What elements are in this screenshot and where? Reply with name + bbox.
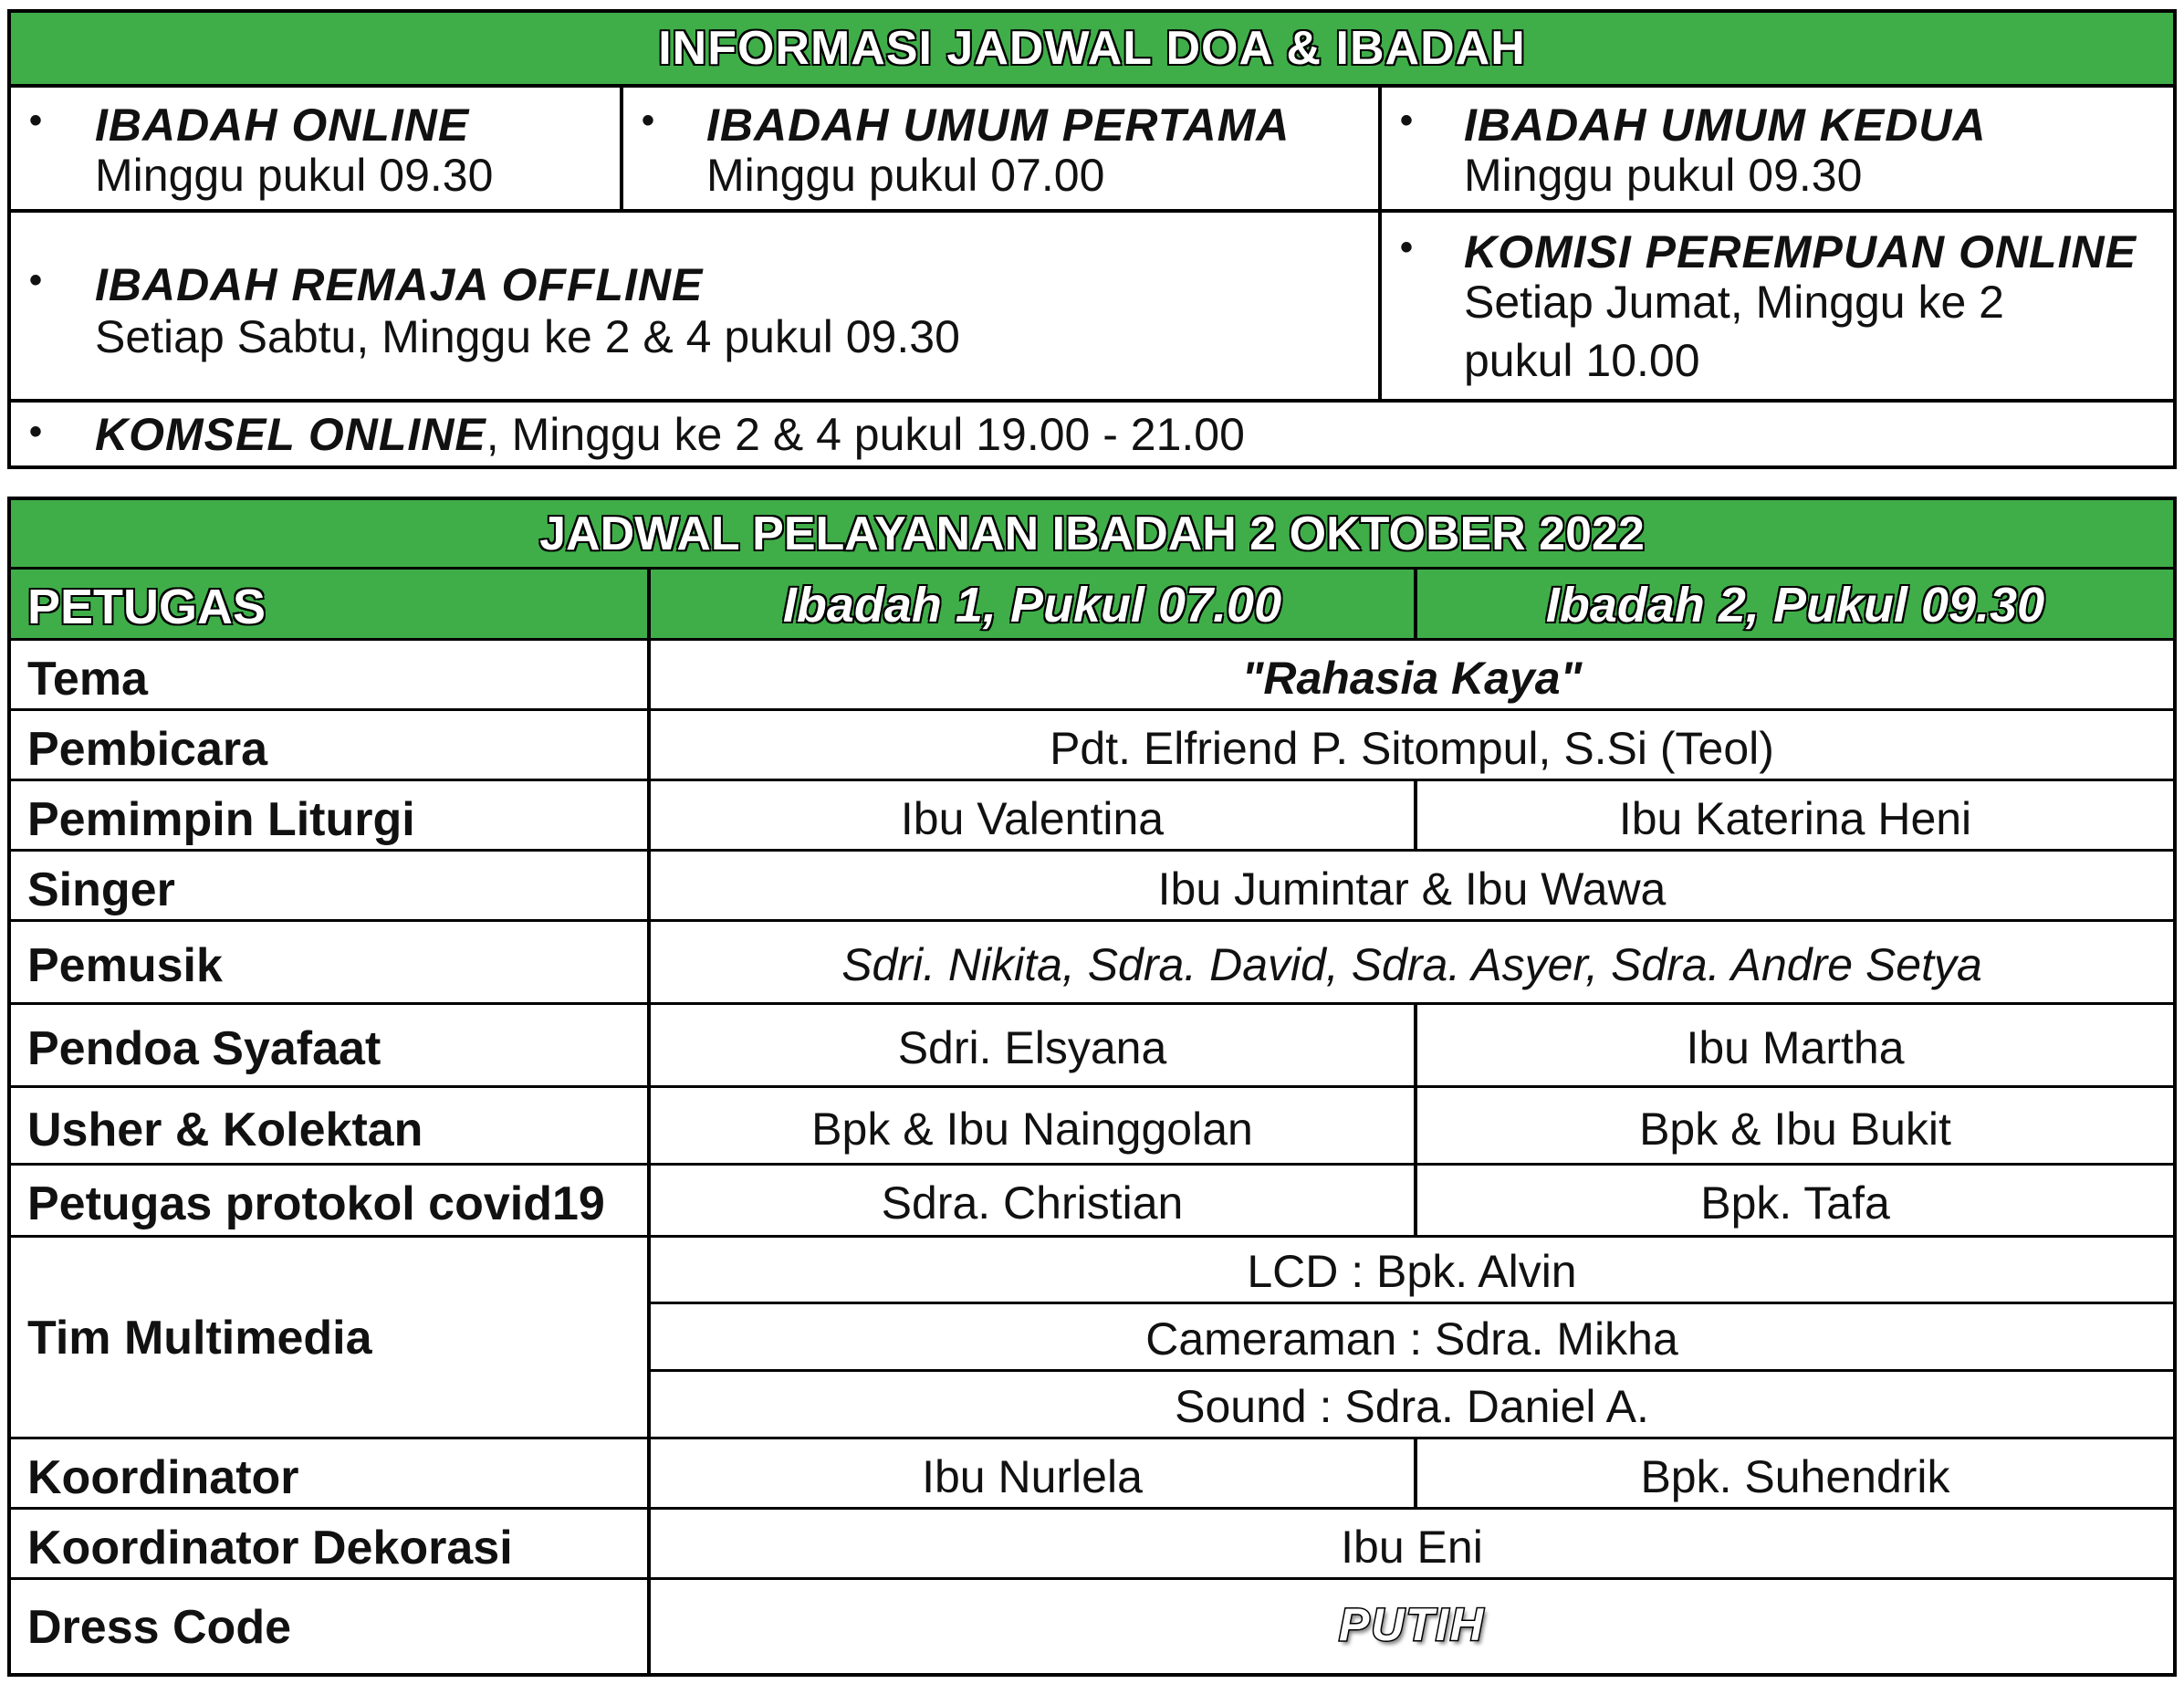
info-item-komisi-perempuan-online	[1382, 213, 2177, 399]
column-divider	[1414, 1005, 1417, 1238]
multimedia-lcd: LCD : Bpk. Alvin	[1247, 1246, 1577, 1297]
bullet: •	[1400, 227, 1414, 267]
item-text	[95, 408, 1245, 461]
dekorasi-value: Ibu Eni	[1341, 1522, 1483, 1573]
row-label: Tim Multimedia	[27, 1312, 372, 1365]
item-schedule: Setiap Sabtu, Minggu ke 2 & 4 pukul 09.30	[95, 311, 960, 362]
row-petugas-protokol-covid19	[11, 1166, 2173, 1238]
info-item-ibadah-remaja-offline	[11, 213, 1378, 399]
ibadah-1-value: Bpk & Ibu Nainggolan	[811, 1103, 1253, 1155]
ibadah-2-value: Bpk & Ibu Bukit	[1639, 1103, 1951, 1155]
row-label: Pembicara	[27, 723, 268, 776]
service-schedule-table	[7, 497, 2177, 1677]
row-label: Singer	[27, 863, 175, 916]
ibadah-2-value: Bpk. Suhendrik	[1640, 1451, 1950, 1502]
column-divider	[1414, 570, 1417, 641]
ibadah-2-value: Ibu Katerina Heni	[1618, 793, 1972, 844]
row-pemimpin-liturgi	[11, 781, 2173, 852]
divider	[651, 1369, 2173, 1372]
item-title: KOMSEL ONLINE	[95, 409, 486, 460]
item-schedule: Minggu pukul 07.00	[706, 150, 1105, 201]
pembicara-value: Pdt. Elfriend P. Sitompul, S.Si (Teol)	[1050, 723, 1774, 774]
row-pemusik	[11, 922, 2173, 1005]
ibadah-1-value: Sdra. Christian	[881, 1177, 1184, 1229]
pemusik-value: Sdri. Nikita, Sdra. David, Sdra. Asyer, Sdra. Andre Setya	[841, 939, 1982, 990]
schedule-title: JADWAL PELAYANAN IBADAH 2 OKTOBER 2022	[11, 500, 2173, 570]
multimedia-cameraman: Cameraman : Sdra. Mikha	[1145, 1313, 1678, 1365]
row-singer	[11, 852, 2173, 922]
bullet: •	[29, 412, 43, 452]
row-usher-kolektan	[11, 1088, 2173, 1166]
info-item-komsel-online	[11, 403, 2173, 465]
schedule-header-row	[11, 570, 2173, 641]
item-schedule: Minggu pukul 09.30	[95, 150, 494, 201]
prayer-schedule-info-box	[7, 9, 2177, 469]
row-koordinator-dekorasi	[11, 1510, 2173, 1580]
singer-value: Ibu Jumintar & Ibu Wawa	[1157, 863, 1667, 915]
row-label: Dress Code	[27, 1601, 291, 1654]
item-title: IBADAH UMUM PERTAMA	[706, 99, 1291, 151]
bullet: •	[642, 100, 655, 141]
info-item-ibadah-umum-kedua	[1382, 88, 2177, 209]
item-title: KOMISI PEREMPUAN ONLINE	[1464, 226, 2137, 277]
header-petugas: PETUGAS	[27, 580, 266, 634]
ibadah-1-value: Ibu Nurlela	[922, 1451, 1143, 1502]
dress-code-value: PUTIH	[1339, 1599, 1485, 1650]
item-schedule: pukul 10.00	[1464, 335, 1700, 386]
header-ibadah-1: Ibadah 1, Pukul 07.00	[782, 578, 1282, 633]
row-label: Usher & Kolektan	[27, 1103, 423, 1156]
item-schedule: Minggu pukul 09.30	[1464, 150, 1863, 201]
row-label: Pemimpin Liturgi	[27, 793, 415, 846]
tema-value: "Rahasia Kaya"	[1241, 653, 1583, 704]
multimedia-sound: Sound : Sdra. Daniel A.	[1175, 1381, 1649, 1432]
info-item-ibadah-online	[11, 88, 620, 209]
row-koordinator	[11, 1439, 2173, 1510]
bullet: •	[29, 260, 43, 300]
row-tema	[11, 641, 2173, 711]
info-title: INFORMASI JADWAL DOA & IBADAH	[11, 13, 2173, 88]
column-divider	[1414, 1439, 1417, 1510]
column-divider	[1414, 781, 1417, 852]
bullet: •	[29, 100, 43, 141]
divider	[651, 1302, 2173, 1304]
row-tim-multimedia	[11, 1238, 2173, 1439]
row-pendoa-syafaat	[11, 1005, 2173, 1088]
item-schedule: , Minggu ke 2 & 4 pukul 19.00 - 21.00	[486, 409, 1245, 460]
row-label: Koordinator Dekorasi	[27, 1522, 513, 1574]
item-title: IBADAH ONLINE	[95, 99, 470, 151]
row-dress-code	[11, 1580, 2173, 1673]
column-divider	[647, 570, 651, 1673]
row-label: Petugas protokol covid19	[27, 1177, 605, 1230]
item-title: IBADAH REMAJA OFFLINE	[95, 259, 704, 310]
row-pembicara	[11, 711, 2173, 781]
ibadah-1-value: Sdri. Elsyana	[897, 1022, 1167, 1073]
row-label: Koordinator	[27, 1451, 299, 1504]
item-title: IBADAH UMUM KEDUA	[1464, 99, 1987, 151]
info-item-ibadah-umum-pertama	[623, 88, 1378, 209]
ibadah-1-value: Ibu Valentina	[900, 793, 1165, 844]
row-label: Tema	[27, 653, 148, 706]
ibadah-2-value: Ibu Martha	[1686, 1022, 1905, 1073]
bullet: •	[1400, 100, 1414, 141]
row-label: Pemusik	[27, 939, 223, 992]
ibadah-2-value: Bpk. Tafa	[1700, 1177, 1890, 1229]
row-label: Pendoa Syafaat	[27, 1022, 381, 1075]
header-ibadah-2: Ibadah 2, Pukul 09.30	[1545, 578, 2045, 633]
item-schedule: Setiap Jumat, Minggu ke 2	[1464, 277, 2004, 328]
